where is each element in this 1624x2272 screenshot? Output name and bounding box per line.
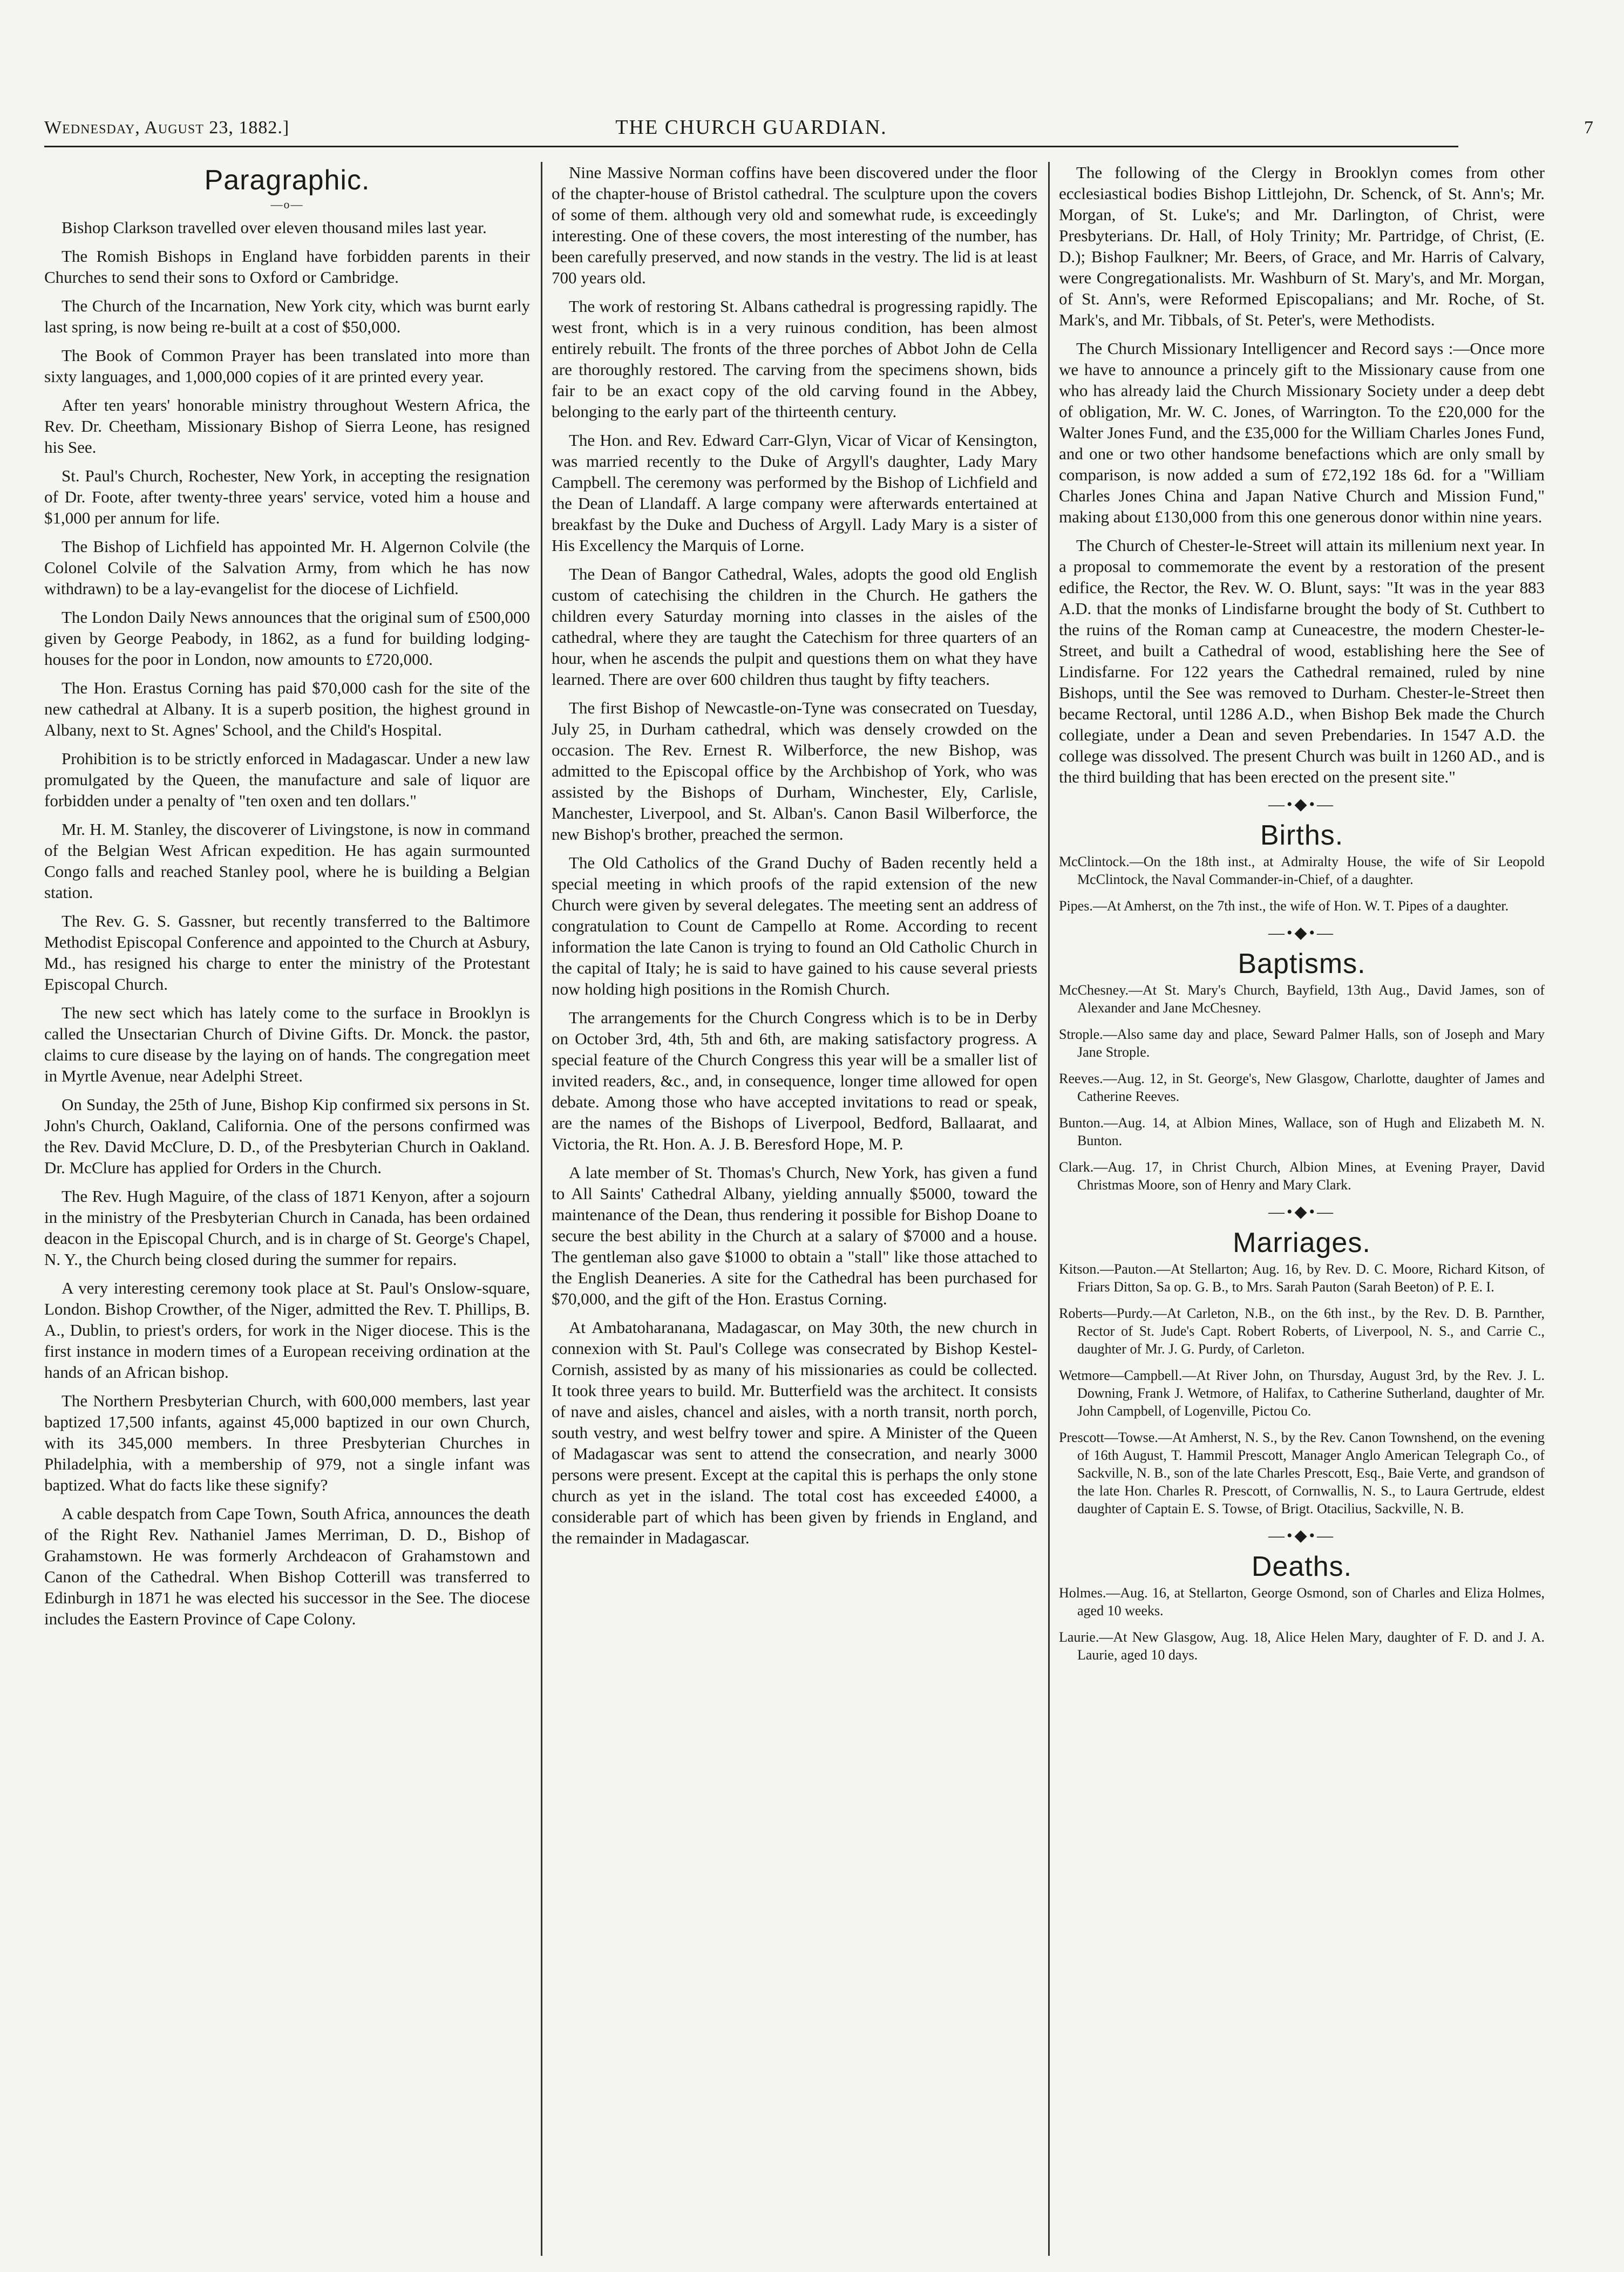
paragraph: The new sect which has lately come to the surface in Brooklyn is called the Unsectarian Church of Divine Gifts. Dr. Monck. the pastor, claims to cure disease by the laying on of hands. The congregation meet in Myrtle Avenue, near Adelphi Street. [44,1003,530,1085]
paragraph: The first Bishop of Newcastle-on-Tyne was consecrated on Tuesday, July 25, in Durham cathedral, which was densely crowded on the occasion. The Rev. Ernest R. Wilberforce, the new Bishop, was admitted to the Episcopal office by the Archbishop of York, who was assisted by the Bishops of Durham, Winchester, Ely, Carlisle, Manchester, Liverpool, and St. Alban's. Canon Basil Wilberforce, the new Bishop's brother, preached the sermon. [552,698,1037,844]
paragraph: The work of restoring St. Albans cathedral is progressing rapidly. The west front, which is in a very ruinous condition, has been almost entirely rebuilt. The fronts of the three porches of Abbot John de Cella are thoroughly restored. The carving from the specimens shown, bids fair to be an exact copy of the old carving found in the Abbey, belonging to the early part of the thirteenth century. [552,297,1037,421]
paragraph: The Rev. G. S. Gassner, but recently transferred to the Baltimore Methodist Episcopal Conference and appointed to the Church at Asbury, Md., has resigned his charge to enter the ministry of the Protestant Episcopal Church. [44,911,530,994]
paragraph: The Book of Common Prayer has been translated into more than sixty languages, and 1,000,000 copies of it are printed every year. [44,346,530,386]
section-divider: —•◆•— [1268,924,1336,942]
paragraph: Bishop Clarkson travelled over eleven thousand miles last year. [62,218,487,237]
column-3 [1059,162,1545,2256]
baptism-notice: McChesney.—At St. Mary's Church, Bayfield, 13th Aug., David James, son of Alexander and Jane McChesney. [1059,982,1545,1016]
section-heading-baptisms: Baptisms. [1238,948,1366,979]
death-notice: Laurie.—At New Glasgow, Aug. 18, Alice Helen Mary, daughter of F. D. and J. A. Laurie, aged 10 days. [1059,1629,1545,1663]
paragraph: A very interesting ceremony took place at St. Paul's Onslow-square, London. Bishop Crowther, of the Niger, admitted the Rev. T. Phillips, B. A., Dublin, to priest's orders, for work in the Niger diocese. This is the first instance in modern times of a European receiving ordination at the hands of an African bishop. [44,1278,530,1382]
paragraph: The Hon. and Rev. Edward Carr-Glyn, Vicar of Vicar of Kensington, was married recently to the Duke of Argyll's daughter, Lady Mary Campbell. The ceremony was performed by the Bishop of Lichfield and the Dean of Llandaff. A large company were afterwards entertained at breakfast by the Duke and Duchess of Argyll. Lady Mary is a sister of His Excellency the Marquis of Lorne. [552,431,1037,555]
paragraph: After ten years' honorable ministry throughout Western Africa, the Rev. Dr. Cheetham, Missionary Bishop of Sierra Leone, has resigned his See. [44,396,530,457]
marriage-notice: Prescott—Towse.—At Amherst, N. S., by the Rev. Canon Townshend, on the evening of 16th August, T. Hammil Prescott, Manager Anglo American Telegraph Co., of Sackville, N. B., son of the late Charles Prescott, Esq., Baie Verte, and grandson of the late Hon. Charles R. Prescott, of Cornwallis, N. S., to Laura Gertrude, eldest daughter of Captain E. S. Towse, of Brigt. Otacilius, Sackville, N. B. [1059,1430,1545,1516]
column-rule [541,162,542,2256]
section-heading-marriages: Marriages. [1233,1227,1371,1259]
issue-date: Wednesday, August 23, 1882.] [44,118,290,138]
paragraph: The Hon. Erastus Corning has paid $70,000 cash for the site of the new cathedral at Albany. It is a superb position, the highest ground in Albany, next to St. Agnes' School, and the Child's Hospital. [44,678,530,739]
paragraph: The Romish Bishops in England have forbidden parents in their Churches to send their sons to Oxford or Cambridge. [44,247,530,287]
paragraph: The following of the Clergy in Brooklyn comes from other ecclesiastical bodies Bishop Littlejohn, Dr. Schenck, of St. Ann's; Mr. Morgan, of St. Luke's; and Mr. Darlington, of Christ, were Presbyterians. Dr. Hall, of Holy Trinity; Mr. Partridge, of Christ, (E. D.); Bishop Faulkner; Mr. Beers, of Grace, and Mr. Harris of Calvary, were Congregationalists. Mr. Washburn of St. Mary's, and Mr. Morgan, of St. Ann's, were Reformed Episcopalians; and Mr. Roche, of St. Mark's, and Mr. Tibbals, of St. Peter's, were Methodists. [1059,163,1545,329]
paragraph: The Church of the Incarnation, New York city, which was burnt early last spring, is now being re-built at a cost of $50,000. [44,296,530,336]
paragraph: The Rev. Hugh Maguire, of the class of 1871 Kenyon, after a sojourn in the ministry of the Presbyterian Church in Canada, has been ordained deacon in the Episcopal Church, and is in charge of St. George's Chapel, N. Y., the Church being closed during the summer for repairs. [44,1187,530,1269]
baptism-notice: Bunton.—Aug. 14, at Albion Mines, Wallace, son of Hugh and Elizabeth M. N. Bunton. [1059,1115,1545,1148]
baptism-notice: Strople.—Also same day and place, Seward Palmer Halls, son of Joseph and Mary Jane Strople. [1059,1026,1545,1060]
marriage-notice: Kitson.—Pauton.—At Stellarton; Aug. 16, by Rev. D. C. Moore, Richard Kitson, of Friars Ditton, Sa op. G. B., to Mrs. Sarah Pauton (Sarah Beeton) of P. E. I. [1059,1261,1545,1295]
paragraph: Nine Massive Norman coffins have been discovered under the floor of the chapter-house of Bristol cathedral. The sculpture upon the covers of some of them. although very old and somewhat rude, is exceedingly interesting. One of these covers, the most interesting of the number, has been carefully preserved, and now stands in the vestry. The lid is at least 700 years old. [552,163,1037,287]
columns [44,162,1609,2267]
paragraph: St. Paul's Church, Rochester, New York, in accepting the resignation of Dr. Foote, after twenty-three years' service, voted him a house and $1,000 per annum for life. [44,466,530,527]
column-rule [1048,162,1050,2256]
marriage-notice: Wetmore—Campbell.—At River John, on Thursday, August 3rd, by the Rev. J. L. Downing, Frank J. Wetmore, of Halifax, to Catherine Sutherland, daughter of Mr. John Campbell, of Logenville, Pictou Co. [1059,1368,1545,1419]
paragraph: The Church of Chester-le-Street will attain its millenium next year. In a proposal to commemorate the event by a restoration of the present edifice, the Rector, the Rev. W. O. Blunt, says: "It was in the year 883 A.D. that the monks of Lindisfarne brought the body of St. Cuthbert to the ruins of the Roman camp at Cuneacestre, the modern Chester-le-Street, and built a Cathedral of wood, establishing here the See of Lindisfarne. For 122 years the Cathedral remained, ruled by nine Bishops, until the See was removed to Durham. Chester-le-Street then became Rectoral, until 1286 A.D., when Bishop Bek made the Church collegiate, under a Dean and seven Prebendaries. In 1547 A.D. the college was dissolved. The present Church was built in 1260 AD., and is the third building that has been erected on the present site." [1059,536,1545,786]
newspaper-title: THE CHURCH GUARDIAN. [615,116,887,139]
birth-notice: McClintock.—On the 18th inst., at Admiralty House, the wife of Sir Leopold McClintock, the Naval Commander-in-Chief, of a daughter. [1059,854,1545,887]
paragraph: At Ambatoharanana, Madagascar, on May 30th, the new church in connexion with St. Paul's College was consecrated by Bishop Kestel-Cornish, assisted by as many of his missionaries as could be collected. It took three years to build. Mr. Butterfield was the architect. It consists of nave and aisles, chancel and aisles, with a north transit, north porch, south vestry, and west belfry tower and spire. A Minister of the Queen of Madagascar was sent to attend the consecration, and nearly 3000 persons were present. Except at the capital this is perhaps the only stone church as yet in the island. The total cost has exceeded £4000, a considerable part of which has been given by friends in England, and the remainder in Madagascar. [552,1318,1037,1547]
section-heading-paragraphic: Paragraphic. [204,165,370,196]
paragraph: On Sunday, the 25th of June, Bishop Kip confirmed six persons in St. John's Church, Oakland, California. One of the persons confirmed was the Rev. David McClure, D. D., of the Presbyterian Church in Oakland. Dr. McClure has applied for Orders in the Church. [44,1095,530,1177]
paragraph: Mr. H. M. Stanley, the discoverer of Livingstone, is now in command of the Belgian West African expedition. He has again surmounted Congo falls and reached Stanley pool, where he is building a Belgian station. [44,820,530,902]
paragraph: Prohibition is to be strictly enforced in Madagascar. Under a new law promulgated by the Queen, the manufacture and sale of liquor are forbidden under a penalty of "ten oxen and ten dollars." [44,749,530,810]
paragraph: The Church Missionary Intelligencer and Record says :—Once more we have to announce a princely gift to the Missionary cause from one who has already laid the Church Missionary Society under a deep debt of obligation, Mr. W. C. Jones, of Warrington. To the £20,000 for the Walter Jones Fund, and the £35,000 for the William Charles Jones Fund, and one or two other handsome benefactions which are only small by comparison, is now added a sum of £72,192 18s 6d. for a "William Charles Jones China and Japan Native Church and Mission Fund," making about £130,000 from this one generous donor within nine years. [1059,339,1545,526]
baptism-notice: Clark.—Aug. 17, in Christ Church, Albion Mines, at Evening Prayer, David Christmas Moore, son of Henry and Mary Clark. [1059,1159,1545,1193]
heading-ornament: —o— [270,198,304,211]
section-heading-births: Births. [1260,820,1344,851]
paragraph: The arrangements for the Church Congress which is to be in Derby on October 3rd, 4th, 5th and 6th, are making satisfactory progress. A special feature of the Church Congress this year will be a smaller list of invited readers, &c., and, in consequence, longer time allowed for open debate. Among those who have accepted invitations to read or speak, are the names of the Bishops of Liverpool, Bedford, Ballaarat, and Victoria, the Rt. Hon. A. J. B. Beresford Hope, M. P. [552,1008,1037,1153]
paragraph: The Bishop of Lichfield has appointed Mr. H. Algernon Colvile (the Colonel Colvile of the Salvation Army, from which he has now withdrawn) to be a lay-evangelist for the diocese of Lichfield. [44,537,530,598]
section-divider: —•◆•— [1268,795,1336,813]
column-1 [44,162,530,2256]
baptism-notice: Reeves.—Aug. 12, in St. George's, New Glasgow, Charlotte, daughter of James and Catherine Reeves. [1059,1071,1545,1104]
section-heading-deaths: Deaths. [1251,1551,1353,1582]
paragraph: The Dean of Bangor Cathedral, Wales, adopts the good old English custom of catechising the children in the Church. He gathers the children every Saturday morning into classes in the aisles of the cathedral, where they are taught the Catechism for three quarters of an hour, when he ascends the pulpit and questions them on what they have learned. There are over 600 children thus taught by fifty teachers. [552,564,1037,689]
paragraph: The London Daily News announces that the original sum of £500,000 given by George Peabody, in 1862, as a fund for building lodging-houses for the poor in London, now amounts to £720,000. [44,608,530,669]
marriage-notice: Roberts—Purdy.—At Carleton, N.B., on the 6th inst., by the Rev. D. B. Parnther, Rector of St. Jude's Capt. Robert Roberts, of Liverpool, N. S., and Carrie C., daughter of Mr. J. G. Purdy, of Carleton. [1059,1305,1545,1357]
paragraph: The Northern Presbyterian Church, with 600,000 members, last year baptized 17,500 infants, against 45,000 baptized in our own Church, with its 345,000 members. In three Presbyterian Churches in Philadelphia, with a membership of 979, not a single infant was baptized. What do facts like these signify? [44,1391,530,1494]
column-2 [552,162,1037,2256]
paragraph: A late member of St. Thomas's Church, New York, has given a fund to All Saints' Cathedral Albany, yielding annually $5000, toward the maintenance of the Dean, thus rendering it possible for Bishop Doane to secure the best ability in the Church at a salary of $7000 and a house. The gentleman also gave $1000 to obtain a "stall" like those attached to the English Deaneries. A site for the Cathedral has been purchased for $70,000, and the gift of the Hon. Erastus Corning. [552,1163,1037,1308]
birth-notice: Pipes.—At Amherst, on the 7th inst., the wife of Hon. W. T. Pipes of a daughter. [1059,898,1509,914]
page-header [44,113,1593,147]
paragraph: A cable despatch from Cape Town, South Africa, announces the death of the Right Rev. Nathaniel James Merriman, D. D., Bishop of Grahamstown. He was formerly Archdeacon of Grahamstown and Canon of the Cathedral. When Bishop Cotterill was transferred to Edinburgh in 1871 he was elected his successor in the See. The diocese includes the Eastern Province of Cape Colony. [44,1504,530,1628]
page-number: 7 [1584,118,1593,138]
paragraph: The Old Catholics of the Grand Duchy of Baden recently held a special meeting in which proofs of the rapid extension of the new Church were given by several delegates. The meeting sent an address of congratulation to Count de Campello at Rome. According to recent information the late Canon is trying to found an Old Catholic Church in the capital of Italy; he is said to have gained to his cause several priests now holding high positions in the Romish Church. [552,853,1037,998]
section-divider: —•◆•— [1268,1203,1336,1221]
section-divider: —•◆•— [1268,1527,1336,1545]
death-notice: Holmes.—Aug. 16, at Stellarton, George Osmond, son of Charles and Eliza Holmes, aged 10 weeks. [1059,1585,1545,1618]
